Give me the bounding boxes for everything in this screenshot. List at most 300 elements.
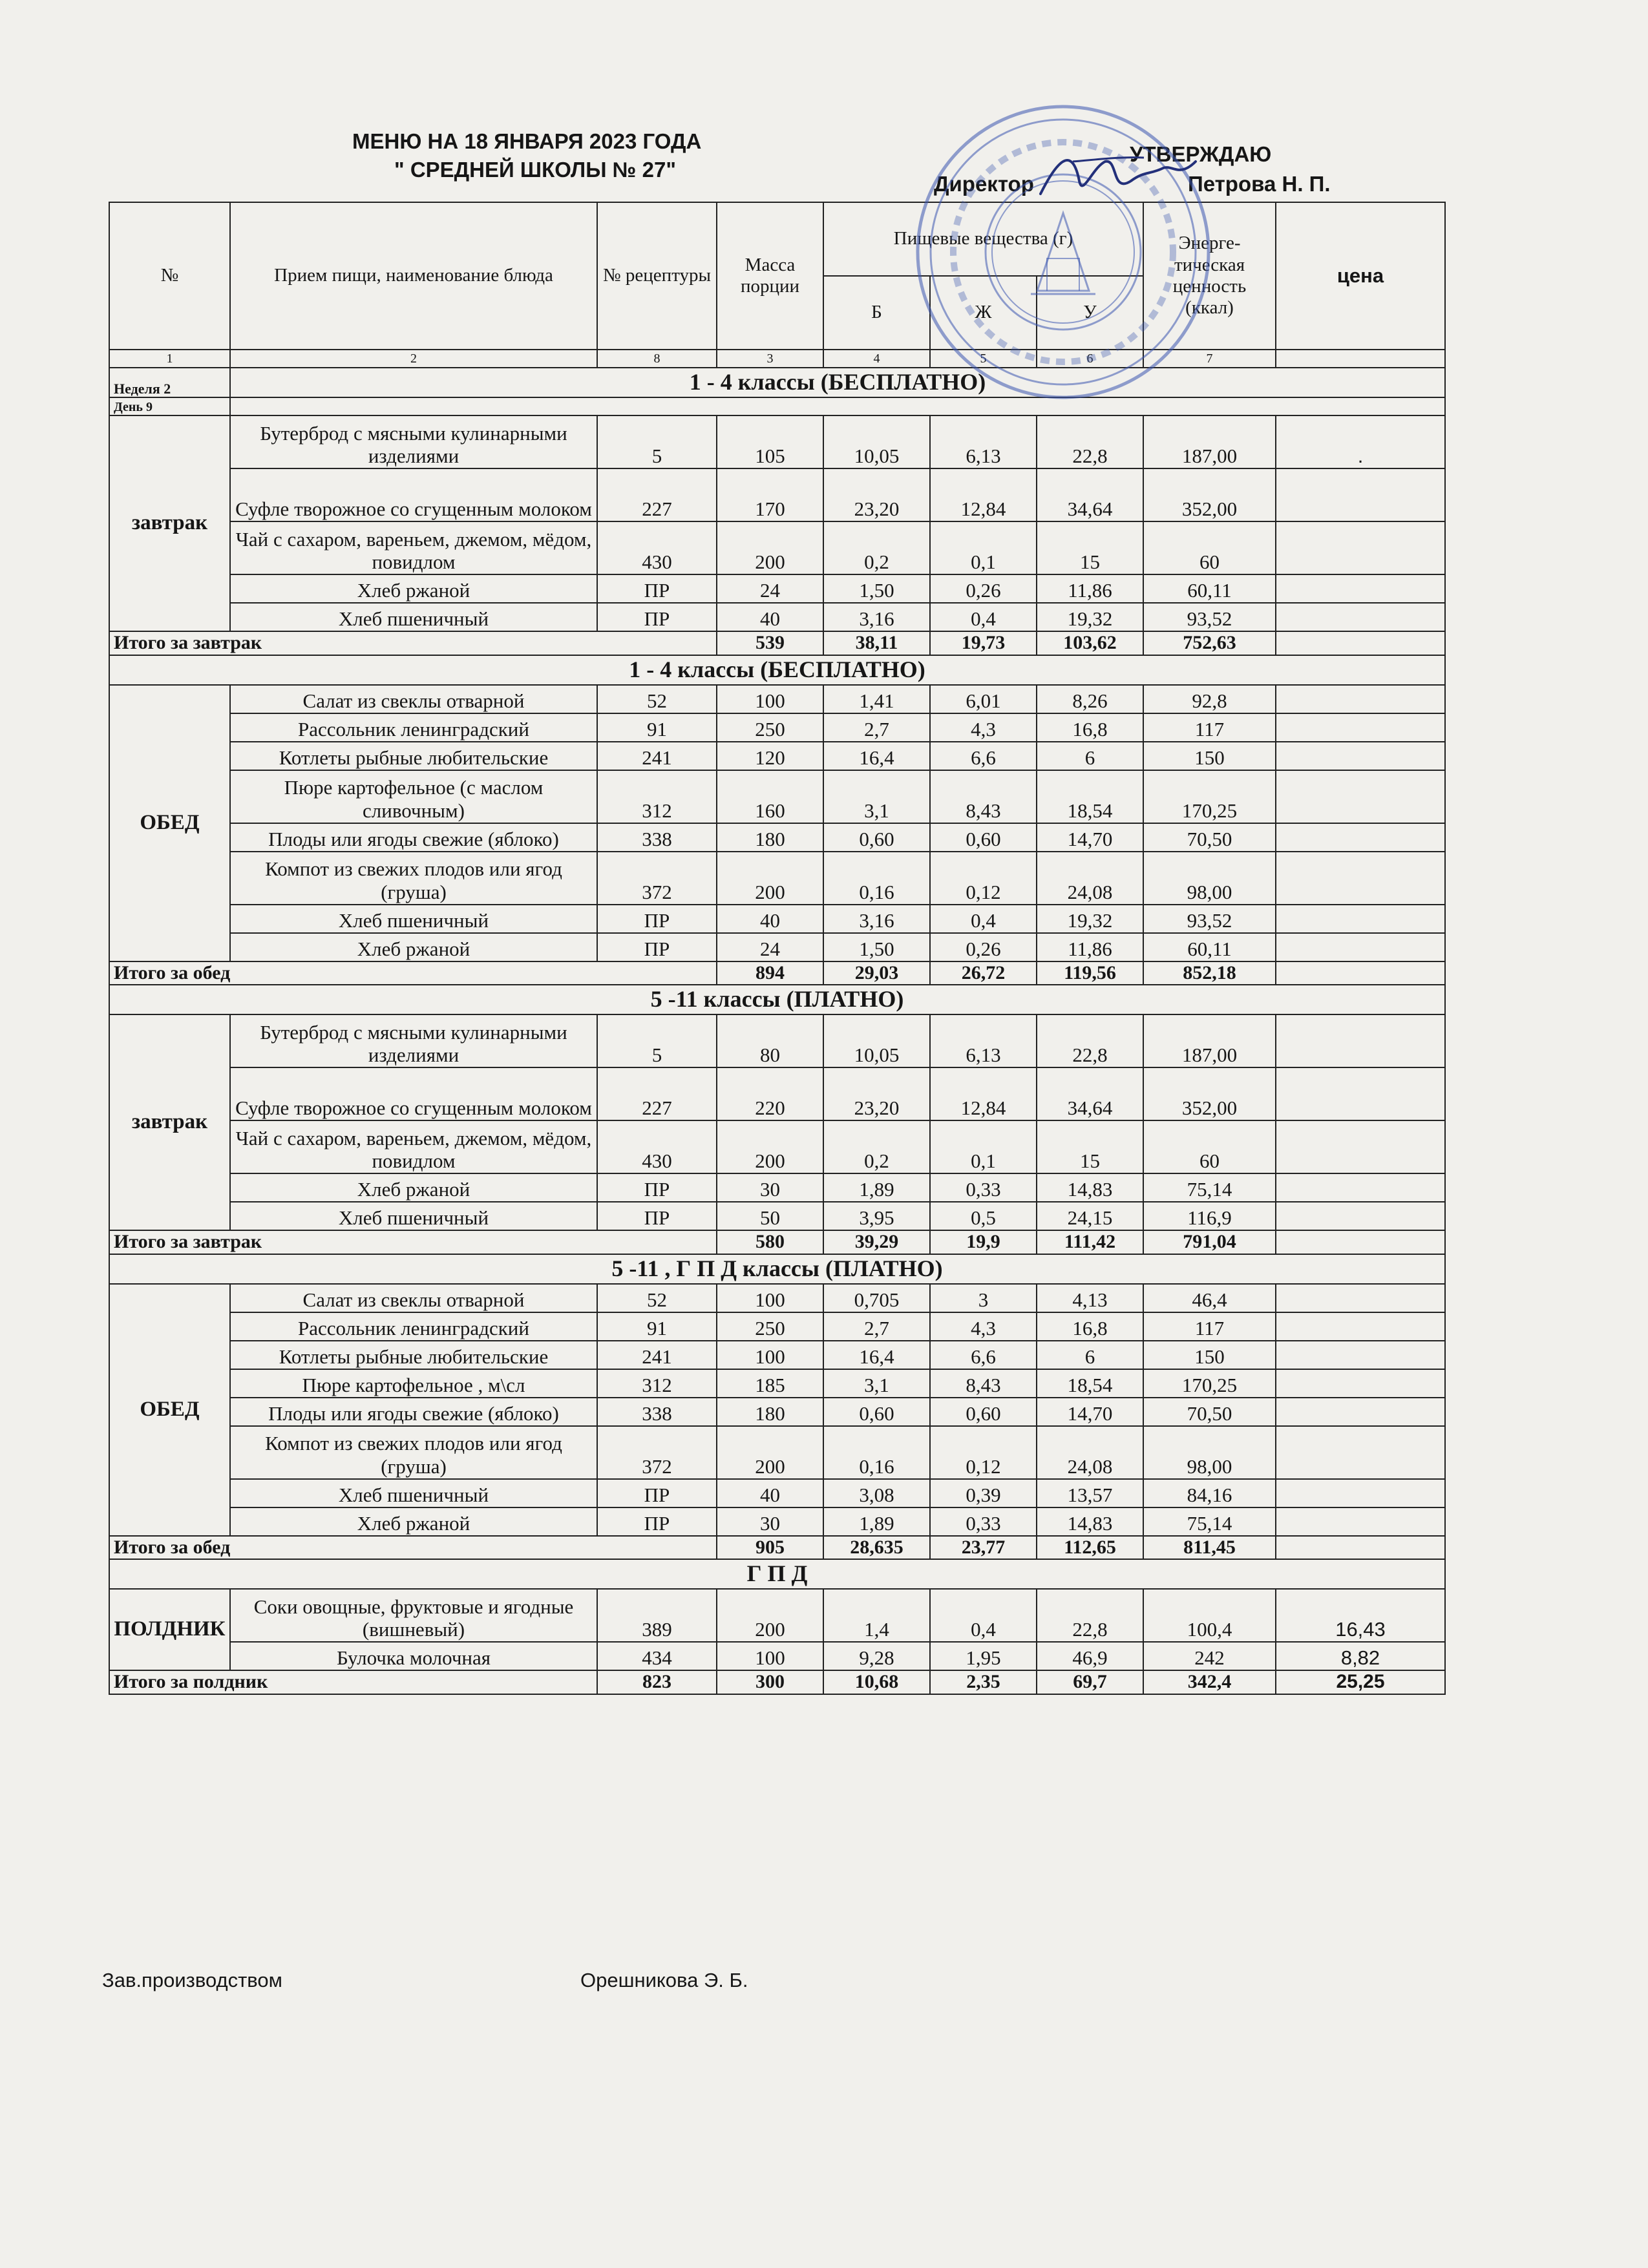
dish-row xyxy=(109,1507,1445,1536)
portion-mass: 220 xyxy=(717,1067,823,1120)
carb-value: 16,8 xyxy=(1037,713,1143,742)
energy-value: 70,50 xyxy=(1143,1398,1276,1426)
energy-value: 170,25 xyxy=(1143,770,1276,823)
recipe-number: 52 xyxy=(597,685,717,713)
energy-value: 187,00 xyxy=(1143,415,1276,468)
protein-value: 0,16 xyxy=(823,1426,930,1479)
price-value xyxy=(1276,1398,1445,1426)
header-mass: Масса порции xyxy=(717,202,823,350)
dish-name: Компот из свежих плодов или ягод (груша) xyxy=(230,852,597,905)
footer-production-manager-label: Зав.производством xyxy=(102,1969,282,1991)
dish-name: Салат из свеклы отварной xyxy=(230,1284,597,1312)
total-mass: 580 xyxy=(717,1230,823,1254)
recipe-number: ПР xyxy=(597,603,717,631)
total-energy: 342,4 xyxy=(1143,1670,1276,1694)
total-label: Итого за обед xyxy=(109,1536,717,1560)
energy-value: 150 xyxy=(1143,1341,1276,1369)
price-value xyxy=(1276,713,1445,742)
dish-name: Рассольник ленинградский xyxy=(230,1312,597,1341)
total-row xyxy=(109,1230,1445,1254)
energy-value: 98,00 xyxy=(1143,1426,1276,1479)
carb-value: 18,54 xyxy=(1037,770,1143,823)
dish-row xyxy=(109,574,1445,603)
energy-value: 150 xyxy=(1143,742,1276,770)
dish-name: Плоды или ягоды свежие (яблоко) xyxy=(230,823,597,852)
total-protein: 28,635 xyxy=(823,1536,930,1560)
recipe-number: 52 xyxy=(597,1284,717,1312)
carb-value: 14,70 xyxy=(1037,1398,1143,1426)
energy-value: 187,00 xyxy=(1143,1014,1276,1067)
protein-value: 3,16 xyxy=(823,603,930,631)
dish-row xyxy=(109,521,1445,574)
protein-value: 0,2 xyxy=(823,521,930,574)
menu-title-line1: МЕНЮ НА 18 ЯНВАРЯ 2023 ГОДА xyxy=(352,129,702,153)
fat-value: 0,12 xyxy=(930,1426,1037,1479)
fat-value: 4,3 xyxy=(930,713,1037,742)
recipe-number: 430 xyxy=(597,1120,717,1173)
protein-value: 1,50 xyxy=(823,574,930,603)
total-row xyxy=(109,961,1445,985)
portion-mass: 200 xyxy=(717,1589,823,1642)
col-number: 8 xyxy=(597,350,717,368)
protein-value: 0,2 xyxy=(823,1120,930,1173)
recipe-number: 312 xyxy=(597,1369,717,1398)
recipe-number: 430 xyxy=(597,521,717,574)
total-price xyxy=(1276,631,1445,655)
dish-row xyxy=(109,415,1445,468)
dish-name: Булочка молочная xyxy=(230,1642,597,1670)
header-energy: Энерге- тическая ценность (ккал) xyxy=(1143,202,1276,350)
dish-row xyxy=(109,1369,1445,1398)
carb-value: 22,8 xyxy=(1037,1589,1143,1642)
recipe-number: 372 xyxy=(597,1426,717,1479)
dish-row xyxy=(109,1014,1445,1067)
total-label: Итого за завтрак xyxy=(109,1230,717,1254)
portion-mass: 105 xyxy=(717,415,823,468)
recipe-number: 227 xyxy=(597,468,717,521)
col-number: 2 xyxy=(230,350,597,368)
dish-name: Хлеб ржаной xyxy=(230,1173,597,1202)
protein-value: 9,28 xyxy=(823,1642,930,1670)
header-price: цена xyxy=(1276,202,1445,350)
portion-mass: 185 xyxy=(717,1369,823,1398)
portion-mass: 170 xyxy=(717,468,823,521)
protein-value: 16,4 xyxy=(823,1341,930,1369)
total-price: 25,25 xyxy=(1276,1670,1445,1694)
price-value xyxy=(1276,905,1445,933)
carb-value: 46,9 xyxy=(1037,1642,1143,1670)
price-value xyxy=(1276,1369,1445,1398)
dish-row xyxy=(109,1067,1445,1120)
price-value xyxy=(1276,1173,1445,1202)
dish-name: Чай с сахаром, вареньем, джемом, мёдом, повидлом xyxy=(230,521,597,574)
price-value xyxy=(1276,574,1445,603)
col-number: 6 xyxy=(1037,350,1143,368)
protein-value: 1,41 xyxy=(823,685,930,713)
price-value: 8,82 xyxy=(1276,1642,1445,1670)
carb-value: 19,32 xyxy=(1037,603,1143,631)
dish-name: Хлеб пшеничный xyxy=(230,905,597,933)
fat-value: 0,60 xyxy=(930,1398,1037,1426)
carb-value: 6 xyxy=(1037,742,1143,770)
header-recipe: № рецептуры xyxy=(597,202,717,350)
dish-row xyxy=(109,905,1445,933)
protein-value: 10,05 xyxy=(823,1014,930,1067)
fat-value: 0,26 xyxy=(930,574,1037,603)
dish-name: Плоды или ягоды свежие (яблоко) xyxy=(230,1398,597,1426)
dish-row xyxy=(109,770,1445,823)
section-title: 5 -11 , Г П Д классы (ПЛАТНО) xyxy=(109,1254,1445,1284)
fat-value: 8,43 xyxy=(930,770,1037,823)
price-value xyxy=(1276,1341,1445,1369)
carb-value: 19,32 xyxy=(1037,905,1143,933)
col-number: 7 xyxy=(1143,350,1276,368)
portion-mass: 24 xyxy=(717,933,823,961)
fat-value: 0,12 xyxy=(930,852,1037,905)
dish-name: Компот из свежих плодов или ягод (груша) xyxy=(230,1426,597,1479)
header-nutrients: Пищевые вещества (г) xyxy=(823,202,1143,276)
recipe-number: 91 xyxy=(597,1312,717,1341)
footer-production-manager-name: Орешникова Э. Б. xyxy=(580,1969,748,1991)
fat-value: 1,95 xyxy=(930,1642,1037,1670)
energy-value: 116,9 xyxy=(1143,1202,1276,1230)
dish-name: Котлеты рыбные любительские xyxy=(230,1341,597,1369)
price-value: 16,43 xyxy=(1276,1589,1445,1642)
energy-value: 170,25 xyxy=(1143,1369,1276,1398)
protein-value: 1,4 xyxy=(823,1589,930,1642)
total-label: Итого за завтрак xyxy=(109,631,717,655)
carb-value: 22,8 xyxy=(1037,415,1143,468)
portion-mass: 180 xyxy=(717,823,823,852)
dish-row xyxy=(109,1398,1445,1426)
recipe-number: 338 xyxy=(597,1398,717,1426)
carb-value: 11,86 xyxy=(1037,933,1143,961)
recipe-number: 5 xyxy=(597,415,717,468)
portion-mass: 180 xyxy=(717,1398,823,1426)
carb-value: 6 xyxy=(1037,1341,1143,1369)
recipe-number: 389 xyxy=(597,1589,717,1642)
dish-row xyxy=(109,468,1445,521)
energy-value: 117 xyxy=(1143,713,1276,742)
price-value xyxy=(1276,852,1445,905)
total-mass: 894 xyxy=(717,961,823,985)
price-value xyxy=(1276,823,1445,852)
dish-row xyxy=(109,685,1445,713)
total-carb: 103,62 xyxy=(1037,631,1143,655)
portion-mass: 100 xyxy=(717,685,823,713)
col-number: 1 xyxy=(109,350,230,368)
approve-label: УТВЕРЖДАЮ xyxy=(1130,142,1272,166)
protein-value: 16,4 xyxy=(823,742,930,770)
price-value xyxy=(1276,1507,1445,1536)
total-fat: 19,9 xyxy=(930,1230,1037,1254)
day-spacer xyxy=(230,397,1445,415)
price-value xyxy=(1276,1202,1445,1230)
fat-value: 0,4 xyxy=(930,1589,1037,1642)
energy-value: 100,4 xyxy=(1143,1589,1276,1642)
dish-name: Суфле творожное со сгущенным молоком xyxy=(230,468,597,521)
energy-value: 117 xyxy=(1143,1312,1276,1341)
dish-name: Соки овощные, фруктовые и ягодные (вишневый) xyxy=(230,1589,597,1642)
recipe-number: 241 xyxy=(597,742,717,770)
portion-mass: 200 xyxy=(717,852,823,905)
meal-label: ПОЛДНИК xyxy=(109,1589,230,1670)
dish-name: Хлеб ржаной xyxy=(230,574,597,603)
dish-name: Хлеб пшеничный xyxy=(230,1479,597,1507)
protein-value: 0,60 xyxy=(823,1398,930,1426)
protein-value: 2,7 xyxy=(823,1312,930,1341)
header-u: У xyxy=(1037,276,1143,350)
price-value xyxy=(1276,1014,1445,1067)
total-recipe: 823 xyxy=(597,1670,717,1694)
total-energy: 852,18 xyxy=(1143,961,1276,985)
recipe-number: 312 xyxy=(597,770,717,823)
fat-value: 0,26 xyxy=(930,933,1037,961)
energy-value: 98,00 xyxy=(1143,852,1276,905)
carb-value: 13,57 xyxy=(1037,1479,1143,1507)
energy-value: 60,11 xyxy=(1143,933,1276,961)
total-protein: 29,03 xyxy=(823,961,930,985)
price-value: . xyxy=(1276,415,1445,468)
dish-name: Бутерброд с мясными кулинарными изделиями xyxy=(230,415,597,468)
carb-value: 34,64 xyxy=(1037,468,1143,521)
protein-value: 1,89 xyxy=(823,1507,930,1536)
section-title: 1 - 4 классы (БЕСПЛАТНО) xyxy=(109,655,1445,685)
portion-mass: 30 xyxy=(717,1507,823,1536)
recipe-number: 5 xyxy=(597,1014,717,1067)
carb-value: 15 xyxy=(1037,521,1143,574)
dish-row xyxy=(109,1426,1445,1479)
week-label: Неделя 2 xyxy=(109,368,230,397)
price-value xyxy=(1276,1426,1445,1479)
dish-name: Хлеб ржаной xyxy=(230,1507,597,1536)
dish-name: Хлеб ржаной xyxy=(230,933,597,961)
carb-value: 24,08 xyxy=(1037,852,1143,905)
recipe-number: 372 xyxy=(597,852,717,905)
header-num: № xyxy=(109,202,230,350)
col-number: 4 xyxy=(823,350,930,368)
fat-value: 0,39 xyxy=(930,1479,1037,1507)
energy-value: 84,16 xyxy=(1143,1479,1276,1507)
meal-label: завтрак xyxy=(109,1014,230,1230)
total-energy: 811,45 xyxy=(1143,1536,1276,1560)
portion-mass: 50 xyxy=(717,1202,823,1230)
protein-value: 23,20 xyxy=(823,1067,930,1120)
protein-value: 1,50 xyxy=(823,933,930,961)
dish-name: Котлеты рыбные любительские xyxy=(230,742,597,770)
recipe-number: 241 xyxy=(597,1341,717,1369)
recipe-number: ПР xyxy=(597,1479,717,1507)
meal-label: ОБЕД xyxy=(109,685,230,961)
portion-mass: 100 xyxy=(717,1284,823,1312)
recipe-number: ПР xyxy=(597,1173,717,1202)
section-title: 5 -11 классы (ПЛАТНО) xyxy=(109,985,1445,1014)
carb-value: 16,8 xyxy=(1037,1312,1143,1341)
total-row xyxy=(109,1536,1445,1560)
recipe-number: 434 xyxy=(597,1642,717,1670)
portion-mass: 200 xyxy=(717,1426,823,1479)
dish-row xyxy=(109,742,1445,770)
price-value xyxy=(1276,1284,1445,1312)
fat-value: 6,6 xyxy=(930,1341,1037,1369)
school-stamp xyxy=(902,90,1225,414)
recipe-number: ПР xyxy=(597,1202,717,1230)
recipe-number: ПР xyxy=(597,574,717,603)
recipe-number: 338 xyxy=(597,823,717,852)
dish-name: Салат из свеклы отварной xyxy=(230,685,597,713)
total-row xyxy=(109,631,1445,655)
total-energy: 791,04 xyxy=(1143,1230,1276,1254)
dish-name: Рассольник ленинградский xyxy=(230,713,597,742)
portion-mass: 120 xyxy=(717,742,823,770)
carb-value: 8,26 xyxy=(1037,685,1143,713)
section-title: 1 - 4 классы (БЕСПЛАТНО) xyxy=(230,368,1445,397)
dish-row xyxy=(109,1479,1445,1507)
section-title: Г П Д xyxy=(109,1559,1445,1589)
fat-value: 4,3 xyxy=(930,1312,1037,1341)
dish-row xyxy=(109,713,1445,742)
fat-value: 6,6 xyxy=(930,742,1037,770)
protein-value: 3,95 xyxy=(823,1202,930,1230)
total-label: Итого за полдник xyxy=(109,1670,597,1694)
total-price xyxy=(1276,1536,1445,1560)
fat-value: 0,4 xyxy=(930,603,1037,631)
energy-value: 93,52 xyxy=(1143,905,1276,933)
portion-mass: 100 xyxy=(717,1642,823,1670)
portion-mass: 100 xyxy=(717,1341,823,1369)
director-name: Петрова Н. П. xyxy=(1188,172,1331,196)
dish-row xyxy=(109,1341,1445,1369)
total-mass: 300 xyxy=(717,1670,823,1694)
total-label: Итого за обед xyxy=(109,961,717,985)
carb-value: 24,15 xyxy=(1037,1202,1143,1230)
dish-row xyxy=(109,1312,1445,1341)
header-b: Б xyxy=(823,276,930,350)
recipe-number: 91 xyxy=(597,713,717,742)
total-price xyxy=(1276,1230,1445,1254)
menu-table xyxy=(109,202,1446,1695)
portion-mass: 200 xyxy=(717,521,823,574)
total-carb: 69,7 xyxy=(1037,1670,1143,1694)
energy-value: 75,14 xyxy=(1143,1507,1276,1536)
total-carb: 112,65 xyxy=(1037,1536,1143,1560)
total-price xyxy=(1276,961,1445,985)
carb-value: 14,70 xyxy=(1037,823,1143,852)
total-fat: 2,35 xyxy=(930,1670,1037,1694)
day-label: День 9 xyxy=(109,397,230,415)
portion-mass: 250 xyxy=(717,1312,823,1341)
fat-value: 0,5 xyxy=(930,1202,1037,1230)
carb-value: 24,08 xyxy=(1037,1426,1143,1479)
total-carb: 119,56 xyxy=(1037,961,1143,985)
energy-value: 60,11 xyxy=(1143,574,1276,603)
total-protein: 38,11 xyxy=(823,631,930,655)
protein-value: 23,20 xyxy=(823,468,930,521)
energy-value: 352,00 xyxy=(1143,468,1276,521)
total-fat: 23,77 xyxy=(930,1536,1037,1560)
carb-value: 4,13 xyxy=(1037,1284,1143,1312)
total-row xyxy=(109,1670,1445,1694)
dish-row xyxy=(109,1589,1445,1642)
recipe-number: ПР xyxy=(597,1507,717,1536)
protein-value: 3,08 xyxy=(823,1479,930,1507)
dish-row xyxy=(109,1202,1445,1230)
carb-value: 14,83 xyxy=(1037,1173,1143,1202)
portion-mass: 40 xyxy=(717,1479,823,1507)
dish-row xyxy=(109,1120,1445,1173)
col-number: 3 xyxy=(717,350,823,368)
carb-value: 18,54 xyxy=(1037,1369,1143,1398)
total-mass: 539 xyxy=(717,631,823,655)
header-dish: Прием пищи, наименование блюда xyxy=(230,202,597,350)
dish-row xyxy=(109,933,1445,961)
carb-value: 11,86 xyxy=(1037,574,1143,603)
energy-value: 352,00 xyxy=(1143,1067,1276,1120)
meal-label: завтрак xyxy=(109,415,230,631)
portion-mass: 250 xyxy=(717,713,823,742)
price-value xyxy=(1276,770,1445,823)
dish-row xyxy=(109,1284,1445,1312)
dish-row xyxy=(109,1642,1445,1670)
price-value xyxy=(1276,603,1445,631)
recipe-number: ПР xyxy=(597,905,717,933)
carb-value: 22,8 xyxy=(1037,1014,1143,1067)
portion-mass: 80 xyxy=(717,1014,823,1067)
total-carb: 111,42 xyxy=(1037,1230,1143,1254)
director-label: Директор xyxy=(934,172,1034,196)
dish-row xyxy=(109,1173,1445,1202)
dish-name: Пюре картофельное (с маслом сливочным) xyxy=(230,770,597,823)
director-signature xyxy=(1034,142,1202,207)
total-protein: 39,29 xyxy=(823,1230,930,1254)
energy-value: 75,14 xyxy=(1143,1173,1276,1202)
protein-value: 0,705 xyxy=(823,1284,930,1312)
dish-row xyxy=(109,852,1445,905)
protein-value: 0,60 xyxy=(823,823,930,852)
portion-mass: 24 xyxy=(717,574,823,603)
total-protein: 10,68 xyxy=(823,1670,930,1694)
fat-value: 8,43 xyxy=(930,1369,1037,1398)
dish-row xyxy=(109,603,1445,631)
portion-mass: 160 xyxy=(717,770,823,823)
energy-value: 92,8 xyxy=(1143,685,1276,713)
header-zh: Ж xyxy=(930,276,1037,350)
fat-value: 0,33 xyxy=(930,1173,1037,1202)
protein-value: 10,05 xyxy=(823,415,930,468)
fat-value: 0,1 xyxy=(930,521,1037,574)
price-value xyxy=(1276,933,1445,961)
fat-value: 6,01 xyxy=(930,685,1037,713)
protein-value: 2,7 xyxy=(823,713,930,742)
protein-value: 3,1 xyxy=(823,1369,930,1398)
fat-value: 12,84 xyxy=(930,468,1037,521)
fat-value: 0,1 xyxy=(930,1120,1037,1173)
total-energy: 752,63 xyxy=(1143,631,1276,655)
price-value xyxy=(1276,1479,1445,1507)
energy-value: 70,50 xyxy=(1143,823,1276,852)
menu-title-line2: " СРЕДНЕЙ ШКОЛЫ № 27" xyxy=(394,158,676,182)
dish-row xyxy=(109,823,1445,852)
price-value xyxy=(1276,685,1445,713)
price-value xyxy=(1276,521,1445,574)
fat-value: 6,13 xyxy=(930,1014,1037,1067)
fat-value: 0,60 xyxy=(930,823,1037,852)
protein-value: 3,1 xyxy=(823,770,930,823)
dish-name: Суфле творожное со сгущенным молоком xyxy=(230,1067,597,1120)
dish-name: Чай с сахаром, вареньем, джемом, мёдом, повидлом xyxy=(230,1120,597,1173)
carb-value: 34,64 xyxy=(1037,1067,1143,1120)
col-number-empty xyxy=(1276,350,1445,368)
